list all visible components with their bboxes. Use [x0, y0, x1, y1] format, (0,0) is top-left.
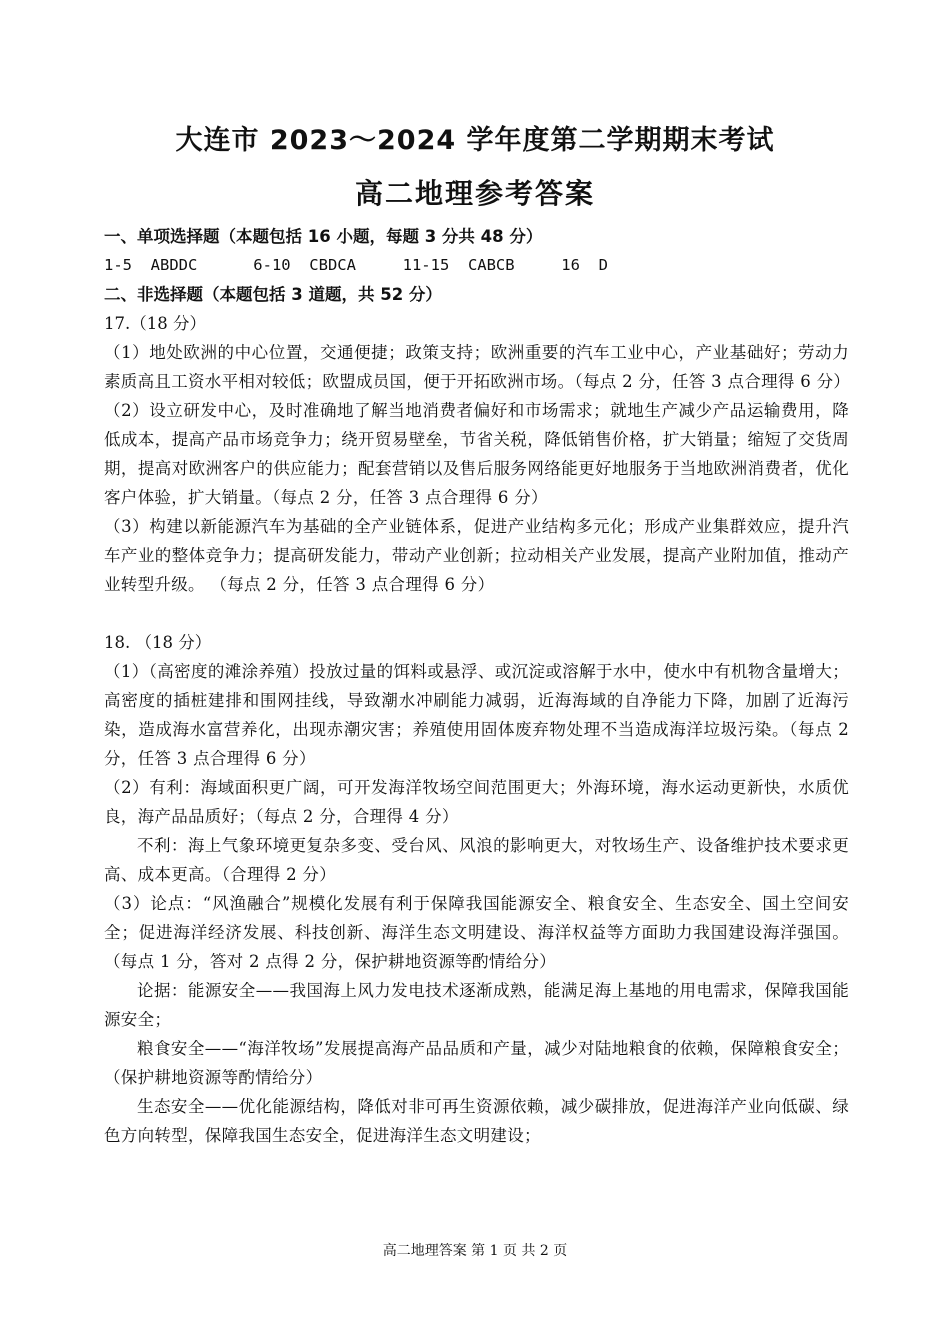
- q18-part3-evidence-energy: 论据：能源安全——我国海上风力发电技术逐渐成熟，能满足海上基地的用电需求，保障我国能源安全；: [104, 981, 849, 1029]
- q18-part2-advantage: （2）有利：海域面积更广阔，可开发海洋牧场空间范围更大；外海环境，海水运动更新快，水质优良，海产品品质好；（每点 2 分，合理得 4 分）: [104, 778, 849, 826]
- q18-header: 18. （18 分）: [104, 633, 212, 652]
- q18-part3-evidence-food: 粮食安全——“海洋牧场”发展提高海产品品质和产量，减少对陆地粮食的依赖，保障粮食安全；（保护耕地资源等酌情给分）: [104, 1039, 849, 1087]
- q18-part1: （1）（高密度的滩涂养殖）投放过量的饵料或悬浮、或沉淀或溶解于水中，使水中有机物含量增大；高密度的插桩建排和围网挂线，导致潮水冲刷能力减弱，近海海域的自净能力下降，加剧了近海污染，造成海水富营养化，出现赤潮灾害；养殖使用固体废弃物处理不当造成海洋垃圾污染。（每点 2 分，任答 3 点合理得 6 分）: [104, 662, 849, 768]
- section2-heading: 二、非选择题（本题包括 3 道题，共 52 分）: [104, 285, 442, 304]
- document-subtitle: 高二地理参考答案: [354, 177, 595, 210]
- document-title: 大连市 2023～2024 学年度第二学期期末考试: [175, 125, 775, 156]
- q17-part1: （1）地处欧洲的中心位置，交通便捷；政策支持；欧洲重要的汽车工业中心，产业基础好；劳动力素质高且工资水平相对较低；欧盟成员国，便于开拓欧洲市场。（每点 2 分，任答 3 点合理得 6 分）: [104, 343, 851, 391]
- q17-header: 17.（18 分）: [104, 314, 206, 333]
- choice-answers: 1-5 ABDDC 6-10 CBDCA 11-15 CABCB 16 D: [104, 256, 608, 274]
- q18-part3-argument: （3）论点：“风渔融合”规模化发展有利于保障我国能源安全、粮食安全、生态安全、国土空间安全；促进海洋经济发展、科技创新、海洋生态文明建设、海洋权益等方面助力我国建设海洋强国。（每点 1 分，答对 2 点得 2 分，保护耕地资源等酌情给分）: [104, 894, 849, 971]
- spacer: [104, 599, 849, 628]
- q18-part2-disadvantage: 不利：海上气象环境更复杂多变、受台风、风浪的影响更大，对牧场生产、设备维护技术要求更高、成本更高。（合理得 2 分）: [104, 836, 849, 884]
- section1-heading: 一、单项选择题（本题包括 16 小题，每题 3 分共 48 分）: [104, 227, 543, 246]
- q17-part2: （2）设立研发中心，及时准确地了解当地消费者偏好和市场需求；就地生产减少产品运输费用，降低成本，提高产品市场竞争力；绕开贸易壁垒，节省关税，降低销售价格，扩大销量；缩短了交货周期，提高对欧洲客户的供应能力；配套营销以及售后服务网络能更好地服务于当地欧洲消费者，优化客户体验，扩大销量。（每点 2 分，任答 3 点合理得 6 分）: [104, 401, 849, 507]
- q17-part3: （3）构建以新能源汽车为基础的全产业链体系，促进产业结构多元化；形成产业集群效应，提升汽车产业的整体竞争力；提高研发能力，带动产业创新；拉动相关产业发展，提高产业附加值，推动产业转型升级。 （每点 2 分，任答 3 点合理得 6 分）: [104, 517, 849, 594]
- q18-part3-evidence-ecology: 生态安全——优化能源结构，降低对非可再生资源依赖，减少碳排放，促进海洋产业向低碳、绿色方向转型，保障我国生态安全，促进海洋生态文明建设；: [104, 1097, 849, 1145]
- answer-content: [104, 222, 849, 1150]
- page-footer: 高二地理答案 第 1 页 共 2 页: [382, 1243, 568, 1259]
